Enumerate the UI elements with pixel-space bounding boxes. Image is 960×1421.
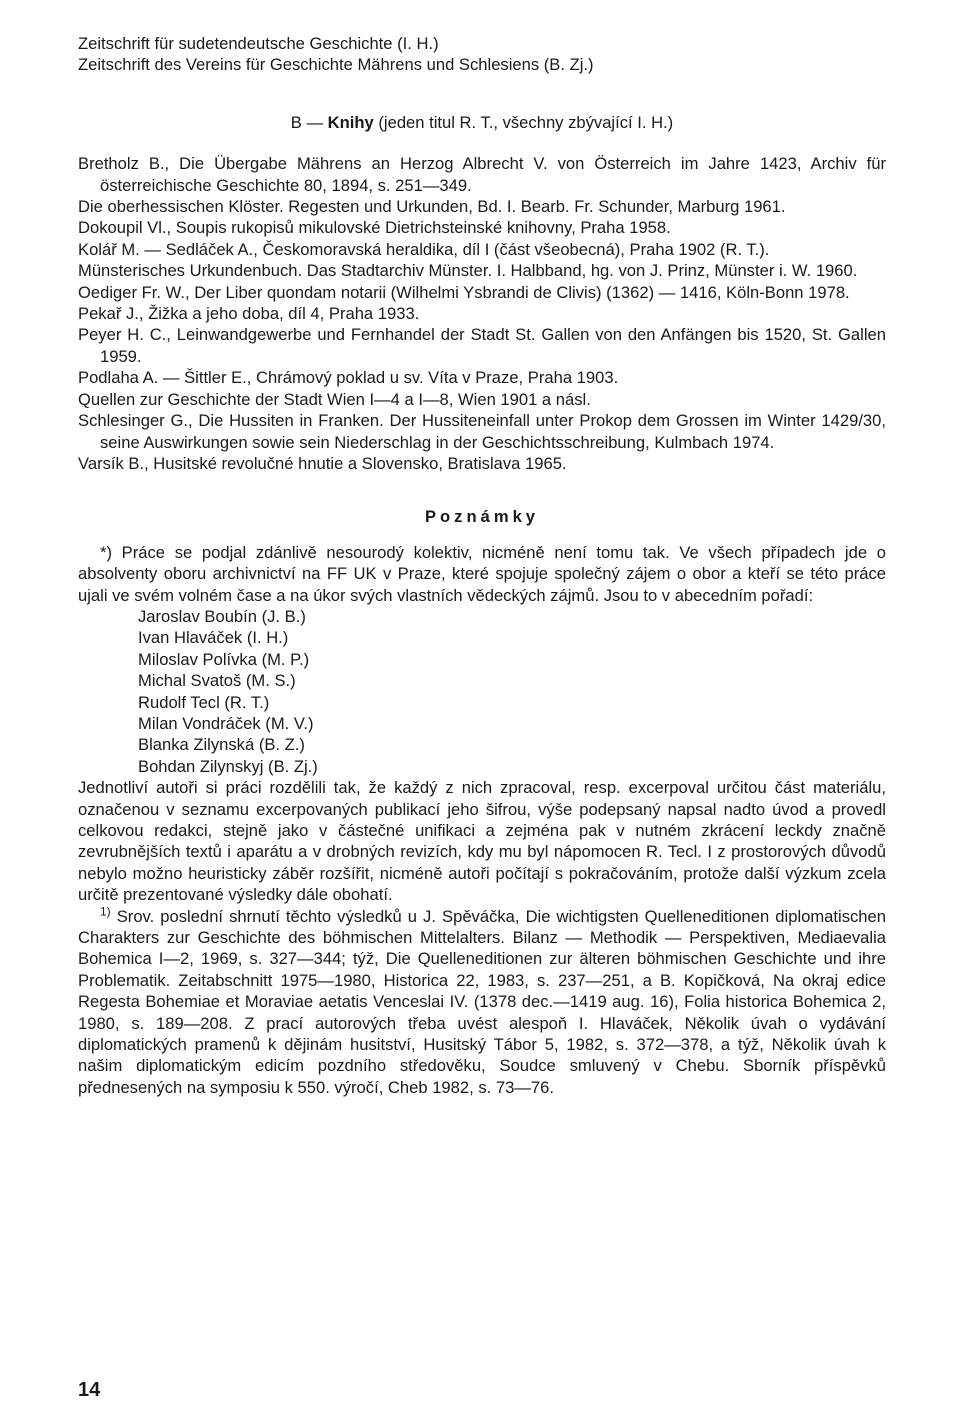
author-list — [138, 606, 886, 777]
bib-entry: Kolář M. — Sedláček A., Českomoravská heraldika, díl I (část všeobecná), Praha 1902 (R. T.). — [78, 239, 770, 259]
bib-entry: Bretholz B., Die Übergabe Mährens an Herzog Albrecht V. von Österreich im Jahre 1423, Archiv für österreichische Geschichte 80, 1894, s. 251—349. — [78, 154, 886, 195]
footnote-1 — [78, 906, 886, 1099]
bib-entry: Peyer H. C., Leinwandgewerbe und Fernhandel der Stadt St. Gallen von den Anfängen bis 1520, St. Gallen 1959. — [78, 325, 886, 366]
author-list-item: Milan Vondráček (M. V.) — [138, 713, 314, 733]
author-list-item: Ivan Hlaváček (I. H.) — [138, 628, 289, 648]
author-list-item: Miloslav Polívka (M. P.) — [138, 649, 310, 669]
section-heading-bold: Knihy — [327, 112, 374, 132]
bib-entry: Varsík B., Husitské revolučné hnutie a Slovensko, Bratislava 1965. — [78, 453, 567, 473]
page-number: 14 — [78, 1379, 101, 1401]
notes-heading: Poznámky — [424, 507, 540, 527]
notes-intro-paragraph: *) Práce se podjal zdánlivě nesourodý kolektiv, nicméně není tomu tak. Ve všech případech jde o absolventy oboru archivnictví na FF UK v Praze, které spojuje společný zájem o obor a kteří se této práce ujali ve svém volném čase a na úkor svých vlastních vědeckých zájmů. Jsou to v abecedním pořadí: — [78, 542, 886, 605]
bib-entry: Schlesinger G., Die Hussiten in Franken. Der Hussiteneinfall unter Prokop dem Grossen im Winter 1429/30, seine Auswirkungen sowie sein Niederschlag in der Geschichtsschreibung, Kulmbach 1974. — [78, 411, 886, 452]
bib-entry: Die oberhessischen Klöster. Regesten und Urkunden, Bd. I. Bearb. Fr. Schunder, Marburg 1961. — [78, 197, 786, 217]
author-list-item: Jaroslav Boubín (J. B.) — [138, 606, 306, 626]
bib-entry: Quellen zur Geschichte der Stadt Wien I—4 a I—8, Wien 1901 a násl. — [78, 389, 591, 409]
author-list-item: Blanka Zilynská (B. Z.) — [138, 735, 305, 755]
journal-list-tail — [78, 33, 886, 76]
author-list-item: Bohdan Zilynskyj (B. Zj.) — [138, 756, 318, 776]
author-list-item: Michal Svatoš (M. S.) — [138, 671, 296, 691]
section-heading-books: B — Knihy (jeden titul R. T., všechny zbývající I. H.) — [290, 112, 674, 132]
bib-entry: Münsterisches Urkundenbuch. Das Stadtarchiv Münster. I. Halbband, hg. von J. Prinz, Münster i. W. 1960. — [78, 261, 858, 281]
document-page — [78, 33, 886, 1098]
bib-entry: Zeitschrift des Vereins für Geschichte Mährens und Schlesiens (B. Zj.) — [78, 55, 594, 75]
bib-entry: Dokoupil Vl., Soupis rukopisů mikulovské Dietrichsteinské knihovny, Praha 1958. — [78, 218, 671, 238]
footnote-text: Srov. poslední shrnutí těchto výsledků u J. Spěváčka, Die wichtigsten Quelleneditionen diplomatischen Charakters zur Geschichte des böhmischen Mittelalters. Bilanz — Methodik — Perspektiven, Mediaevalia Bohemica I—2, 1969, s. 327—344; týž, Die Quelleneditionen zur älteren böhmischen Geschichte und ihre Problematik. Zeitabschnitt 1975—1980, Historica 22, 1983, s. 237—251, a B. Kopičková, Na okraj edice Regesta Bohemiae et Moraviae aetatis Venceslai IV. (1378 dec.—1419 aug. 16), Folia historica Bohemica 2, 1980, s. 189—208. Z prací autorových třeba uvést alespoň I. Hlaváček, Několik úvah o vydávání diplomatických pramenů k dějinám husitství, Husitský Tábor 5, 1982, s. 372—378, a týž, Několik úvah k našim diplomatickým edicím pozdního středověku, Soudce smluvený v Chebu. Sborník příspěvků přednesených na symposiu k 550. výročí, Cheb 1982, s. 73—76. — [78, 906, 886, 1097]
author-list-item: Rudolf Tecl (R. T.) — [138, 692, 270, 712]
bib-entry: Oediger Fr. W., Der Liber quondam notarii (Wilhelmi Ysbrandi de Clivis) (1362) — 1416, Köln-Bonn 1978. — [78, 282, 850, 302]
bib-entry: Pekař J., Žižka a jeho doba, díl 4, Praha 1933. — [78, 304, 420, 324]
bib-entry: Zeitschrift für sudetendeutsche Geschichte (I. H.) — [78, 34, 439, 53]
bib-entry: Podlaha A. — Šittler E., Chrámový poklad u sv. Víta v Praze, Praha 1903. — [78, 368, 619, 388]
footnote-marker: 1) — [100, 904, 111, 919]
notes-method-paragraph: Jednotliví autoři si práci rozdělili tak, že každý z nich zpracoval, resp. excerpoval určitou část materiálu, označenou v seznamu excerpovaných publikací jeho šifrou, výše podepsaný napsal nadto úvod a provedl celkovou redakci, stejně jako v částečné unifikaci a zejména pak v nutném zkrácení leckdy značně zevrubnějších textů i aparátu a v drobných revizích, kdy mu byl nápomocen R. Tecl. I z prostorových důvodů nebylo možno heuristicky záběr rozšířit, nicméně autoři počítají s pokračováním, protože další výzkum zcela určitě prezentované výsledky dále obohatí. — [78, 778, 886, 905]
bibliography-list — [78, 153, 886, 474]
